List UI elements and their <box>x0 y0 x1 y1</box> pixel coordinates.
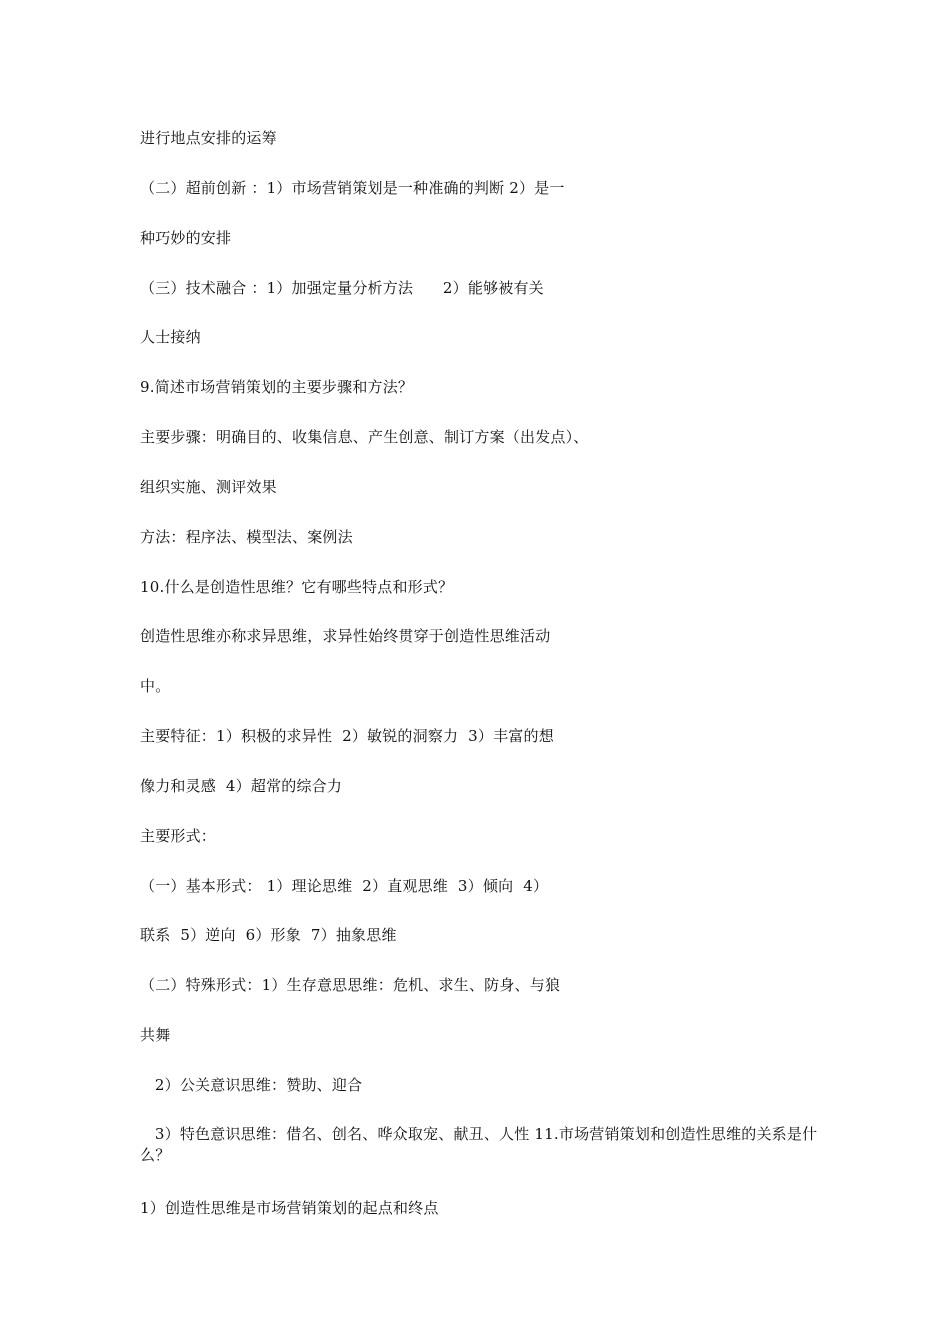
text-line-19: 共舞 <box>140 1026 171 1044</box>
text-line-3: 种巧妙的安排 <box>140 229 232 247</box>
text-line-9: 方法：程序法、模型法、案例法 <box>140 528 353 546</box>
text-line-1: 进行地点安排的运筹 <box>140 129 277 147</box>
question-9: 9.简述市场营销策划的主要步骤和方法？ <box>140 378 414 396</box>
text-line-14: 像力和灵感 4）超常的综合力 <box>140 777 343 795</box>
text-line-5: 人士接纳 <box>140 328 201 346</box>
text-line-15: 主要形式： <box>140 827 217 845</box>
text-line-20: 2）公关意识思维：赞助、迎合 <box>140 1076 363 1094</box>
text-line-8: 组织实施、测评效果 <box>140 478 277 496</box>
text-line-17: 联系 5）逆向 6）形象 7）抽象思维 <box>140 926 397 944</box>
text-line-7: 主要步骤：明确目的、收集信息、产生创意、制订方案（出发点）、 <box>140 428 589 446</box>
text-line-18: （二）特殊形式：1）生存意思思维：危机、求生、防身、与狼 <box>140 976 561 994</box>
text-line-22: 1）创造性思维是市场营销策划的起点和终点 <box>140 1199 439 1217</box>
text-line-21-question-11: 3）特色意识思维：借名、创名、哗众取宠、献丑、人性 11.市场营销策划和创造性思维的关系是什么？ <box>140 1125 818 1164</box>
text-line-13: 主要特征：1）积极的求异性 2）敏锐的洞察力 3）丰富的想 <box>140 727 554 745</box>
text-line-12: 中。 <box>140 677 171 695</box>
text-line-4: （三）技术融合 ：1）加强定量分析方法 2）能够被有关 <box>140 279 544 297</box>
text-line-2: （二）超前创新 ：1）市场营销策划是一种准确的判断 2）是一 <box>140 179 565 197</box>
text-line-11: 创造性思维亦称求异思维，求异性始终贯穿于创造性思维活动 <box>140 627 551 645</box>
text-line-16: （一）基本形式： 1）理论思维 2）直观思维 3）倾向 4） <box>140 877 549 895</box>
question-10: 10.什么是创造性思维？它有哪些特点和形式？ <box>140 578 454 596</box>
